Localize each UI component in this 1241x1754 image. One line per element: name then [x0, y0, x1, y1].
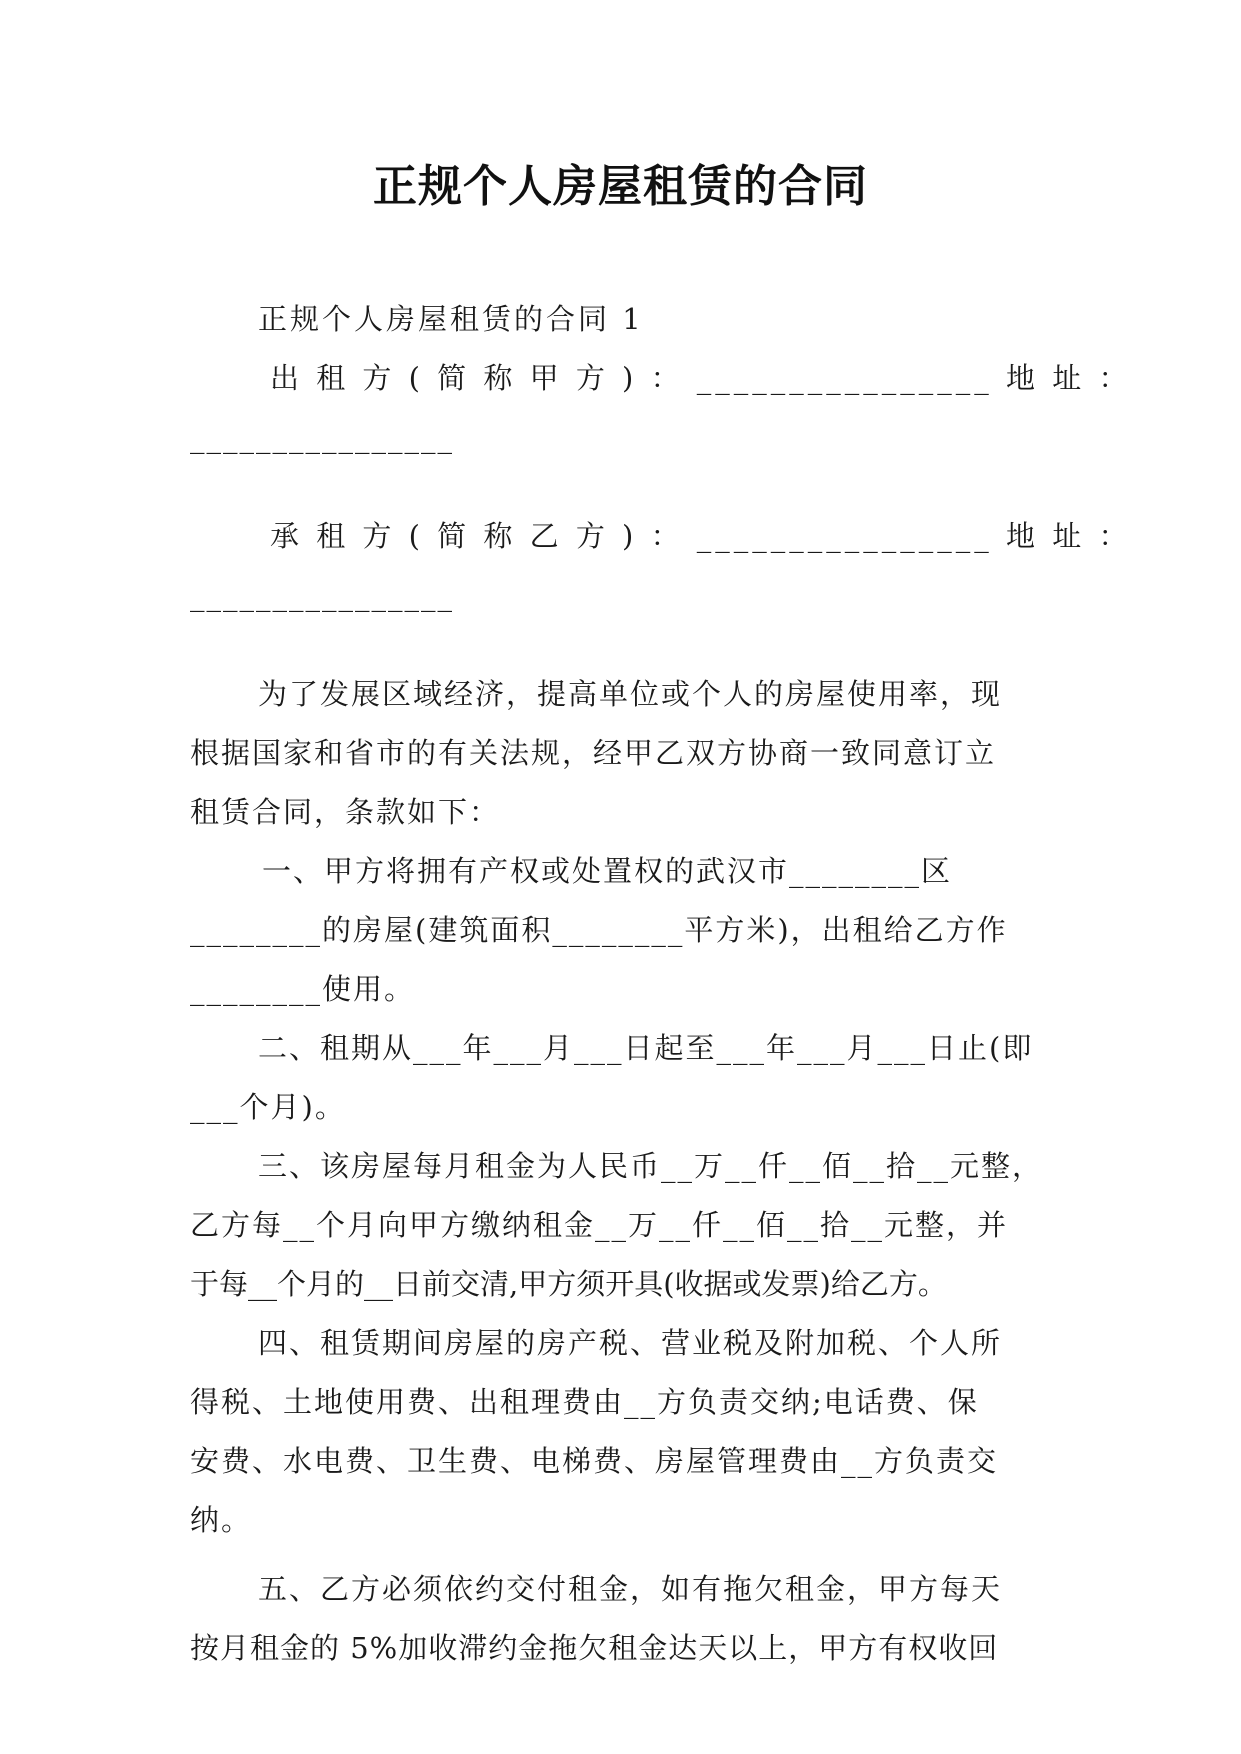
- preamble-line: 根据国家和省市的有关法规，经甲乙双方协商一致同意订立: [190, 736, 997, 770]
- preamble-line: 租赁合同，条款如下：: [190, 795, 501, 829]
- document-title: 正规个人房屋租赁的合同: [373, 161, 868, 212]
- clause-1-line: 一、甲方将拥有产权或处置权的武汉市________区: [262, 854, 953, 888]
- clause-2-line: ___个月)。: [190, 1090, 346, 1124]
- lessee-address-blank: ________________: [190, 578, 454, 612]
- clause-4-line: 得税、土地使用费、出租理费由__方负责交纳;电话费、保: [190, 1385, 979, 1419]
- document-body: [190, 290, 1132, 1678]
- clause-3-line: 三、该房屋每月租金为人民币__万__仟__佰__拾__元整，: [258, 1149, 1044, 1183]
- clause-3-line: 乙方每__个月向甲方缴纳租金__万__仟__佰__拾__元整，并: [190, 1208, 1009, 1242]
- clause-4-line: 纳。: [190, 1503, 253, 1537]
- clause-5-line: 五、乙方必须依约交付租金，如有拖欠租金，甲方每天: [258, 1572, 1003, 1606]
- lessor-address-blank: ________________: [190, 420, 454, 454]
- spacer: [190, 625, 1050, 665]
- clause-1-line: ________使用。: [190, 972, 416, 1006]
- clause-4-line: 四、租赁期间房屋的房产税、营业税及附加税、个人所: [258, 1326, 1003, 1360]
- lessee-line: 承 租 方 ( 简 称 乙 方 ) ： ________________ 地 址 ：: [270, 519, 1132, 553]
- clause-2-line: 二、租期从___年___月___日起至___年___月___日止(即: [258, 1031, 1034, 1065]
- contract-subtitle: 正规个人房屋租赁的合同 1: [258, 302, 644, 336]
- preamble-line: 为了发展区域经济，提高单位或个人的房屋使用率，现: [258, 677, 1003, 711]
- lessor-line: 出 租 方 ( 简 称 甲 方 ) ： ________________ 地 址 ：: [270, 361, 1132, 395]
- spacer: [190, 1550, 1050, 1560]
- clause-4-line: 安费、水电费、卫生费、电梯费、房屋管理费由__方负责交: [190, 1444, 999, 1478]
- spacer: [190, 467, 1050, 507]
- clause-1-line: ________的房屋(建筑面积________平方米)，出租给乙方作: [190, 913, 1008, 947]
- clause-5-line: 按月租金的 5%加收滞约金拖欠租金达天以上，甲方有权收回: [190, 1631, 999, 1665]
- clause-3-line: 于每__个月的__日前交清,甲方须开具(收据或发票)给乙方。: [190, 1267, 947, 1301]
